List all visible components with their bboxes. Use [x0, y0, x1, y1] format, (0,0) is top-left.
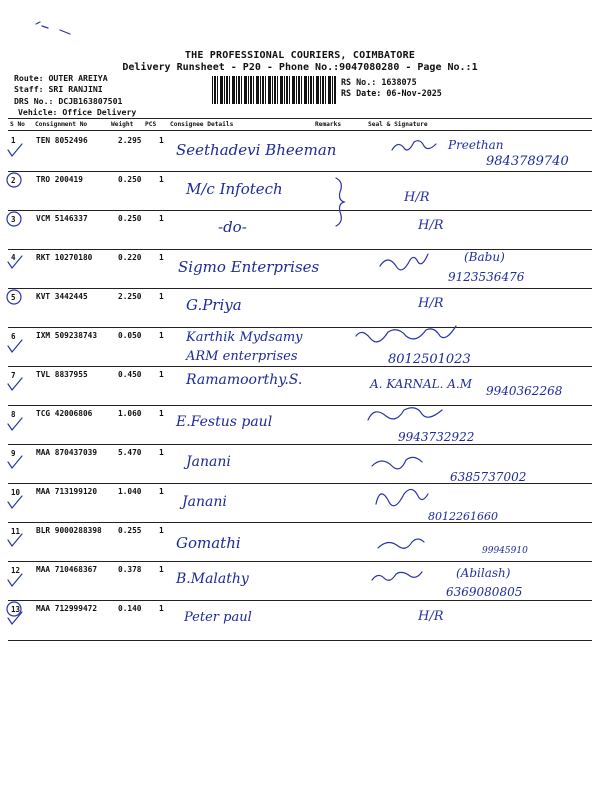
col-consignment: Consignment No — [35, 121, 88, 128]
row-consignment: BLR 9000288398 — [36, 526, 102, 535]
row-weight: 0.050 — [118, 331, 142, 340]
signature: Preethan — [448, 138, 504, 152]
row-sno: 9 — [11, 449, 16, 458]
row-consignment: TCG 42006806 — [36, 409, 93, 418]
circle-mark — [7, 602, 21, 616]
row-weight: 0.140 — [118, 604, 142, 613]
row-consignment: VCM 5146337 — [36, 214, 88, 223]
tick-icon — [8, 256, 22, 268]
consignee-name: B.Malathy — [176, 571, 249, 587]
company-title: THE PROFESSIONAL COURIERS, COIMBATORE — [184, 50, 416, 61]
consignee-name: Seethadevi Bheeman — [176, 141, 337, 159]
signature-scribble — [372, 457, 422, 468]
circle-mark — [7, 173, 21, 187]
row-pcs: 1 — [159, 214, 164, 223]
vehicle-info: Vehicle: Office Delivery — [18, 107, 137, 117]
row-sno: 2 — [11, 176, 16, 185]
row-weight: 1.060 — [118, 409, 142, 418]
consignee-name: Janani — [182, 494, 227, 510]
brace-mark — [336, 178, 344, 226]
row-weight: 2.295 — [118, 136, 142, 145]
row-weight: 2.250 — [118, 292, 142, 301]
signature-scribble — [376, 489, 428, 505]
row-consignment: RKT 10270180 — [36, 253, 93, 262]
row-pcs: 1 — [159, 331, 164, 340]
row-consignment: TEN 8052496 — [36, 136, 88, 145]
row-sno: 8 — [11, 410, 16, 419]
row-weight: 0.255 — [118, 526, 142, 535]
row-consignment: IXM 509238743 — [36, 331, 98, 340]
signature-scribble — [356, 326, 456, 342]
row-pcs: 1 — [159, 409, 164, 418]
row-pcs: 1 — [159, 175, 164, 184]
col-consignee: Consignee Details — [170, 121, 234, 128]
row-weight: 0.250 — [118, 214, 142, 223]
row-weight: 5.470 — [118, 448, 142, 457]
row-consignment: MAA 870437039 — [36, 448, 98, 457]
consignee-name: Gomathi — [176, 534, 241, 552]
row-weight: 0.220 — [118, 253, 142, 262]
signature: A. KARNAL. A.M — [370, 377, 473, 391]
tick-icon — [8, 144, 22, 156]
signature: H/R — [418, 296, 444, 311]
consignee-name: Peter paul — [184, 610, 252, 625]
phone-number: 99945910 — [482, 546, 528, 556]
row-sno: 5 — [11, 293, 16, 302]
phone-number: 9940362268 — [486, 384, 563, 398]
phone-number: 6369080805 — [446, 585, 523, 599]
signature: (Babu) — [464, 250, 505, 264]
col-weight: Weight — [111, 121, 134, 128]
phone-number: 6385737002 — [450, 470, 527, 484]
signature: (Abilash) — [456, 566, 511, 580]
phone-number: 9943732922 — [398, 430, 475, 444]
row-consignment: MAA 710468367 — [36, 565, 98, 574]
col-pcs: PCS — [145, 121, 157, 128]
consignee-name: G.Priya — [186, 296, 242, 314]
consignee-name: Janani — [186, 454, 231, 470]
col-remarks: Remarks — [315, 121, 342, 128]
route-info: Route: OUTER AREIYA — [14, 73, 108, 83]
row-pcs: 1 — [159, 292, 164, 301]
signature: H/R — [418, 218, 444, 233]
rs-number: RS No.: 1638075 — [341, 77, 417, 87]
consignee-name: Karthik Mydsamy — [186, 330, 303, 345]
row-sno: 7 — [11, 371, 16, 380]
row-sno: 13 — [11, 605, 21, 614]
rs-date: RS Date: 06-Nov-2025 — [341, 88, 442, 98]
signature-scribble — [380, 254, 428, 270]
row-consignment: TRO 200419 — [36, 175, 83, 184]
row-pcs: 1 — [159, 565, 164, 574]
row-sno: 3 — [11, 215, 16, 224]
drs-info: DRS No.: DCJB163807501 — [14, 96, 123, 106]
consignee-name: -do- — [218, 218, 247, 236]
circle-mark — [7, 212, 21, 226]
signature: H/R — [418, 609, 444, 624]
row-consignment: MAA 712999472 — [36, 604, 98, 613]
scratch-mark — [36, 22, 70, 34]
row-consignment: TVL 8837955 — [36, 370, 88, 379]
col-sno: S No — [10, 121, 25, 128]
tick-icon — [8, 456, 22, 468]
signature-scribble — [368, 408, 442, 420]
tick-icon — [8, 340, 22, 352]
tick-icon — [8, 612, 22, 624]
row-sno: 11 — [11, 527, 21, 536]
circle-mark — [7, 290, 21, 304]
row-pcs: 1 — [159, 370, 164, 379]
tick-icon — [8, 378, 22, 390]
signature-scribble — [372, 572, 422, 580]
staff-info: Staff: SRI RANJINI — [14, 84, 103, 94]
tick-icon — [8, 496, 22, 508]
signature-scribble — [392, 141, 436, 150]
row-consignment: KVT 3442445 — [36, 292, 88, 301]
row-pcs: 1 — [159, 526, 164, 535]
row-weight: 0.250 — [118, 175, 142, 184]
row-weight: 1.040 — [118, 487, 142, 496]
signature-scribble — [378, 539, 424, 548]
row-sno: 1 — [11, 136, 16, 145]
tick-icon — [8, 534, 22, 546]
row-sno: 10 — [11, 488, 21, 497]
row-pcs: 1 — [159, 136, 164, 145]
row-sno: 4 — [11, 253, 16, 262]
consignee-name: Ramamoorthy.S. — [186, 372, 303, 388]
row-consignment: MAA 713199120 — [36, 487, 98, 496]
row-weight: 0.450 — [118, 370, 142, 379]
row-sno: 6 — [11, 332, 16, 341]
row-weight: 0.378 — [118, 565, 142, 574]
row-pcs: 1 — [159, 604, 164, 613]
row-pcs: 1 — [159, 448, 164, 457]
consignee-name: E.Festus paul — [176, 414, 273, 430]
phone-number: 8012501023 — [388, 352, 471, 367]
col-seal-signature: Seal & Signature — [368, 121, 428, 128]
phone-number: 9843789740 — [486, 154, 569, 169]
tick-icon — [8, 418, 22, 430]
tick-icon — [8, 574, 22, 586]
consignee-name: Sigmo Enterprises — [178, 258, 320, 276]
phone-number: 8012261660 — [428, 510, 498, 523]
consignee-name: M/c Infotech — [186, 180, 283, 198]
phone-number: 9123536476 — [448, 270, 525, 284]
consignee-name-line2: ARM enterprises — [186, 349, 298, 364]
row-pcs: 1 — [159, 487, 164, 496]
row-sno: 12 — [11, 566, 21, 575]
row-pcs: 1 — [159, 253, 164, 262]
signature: H/R — [404, 190, 430, 205]
runsheet-title: Delivery Runsheet - P20 - Phone No.:9047080280 - Page No.:1 — [122, 62, 478, 73]
